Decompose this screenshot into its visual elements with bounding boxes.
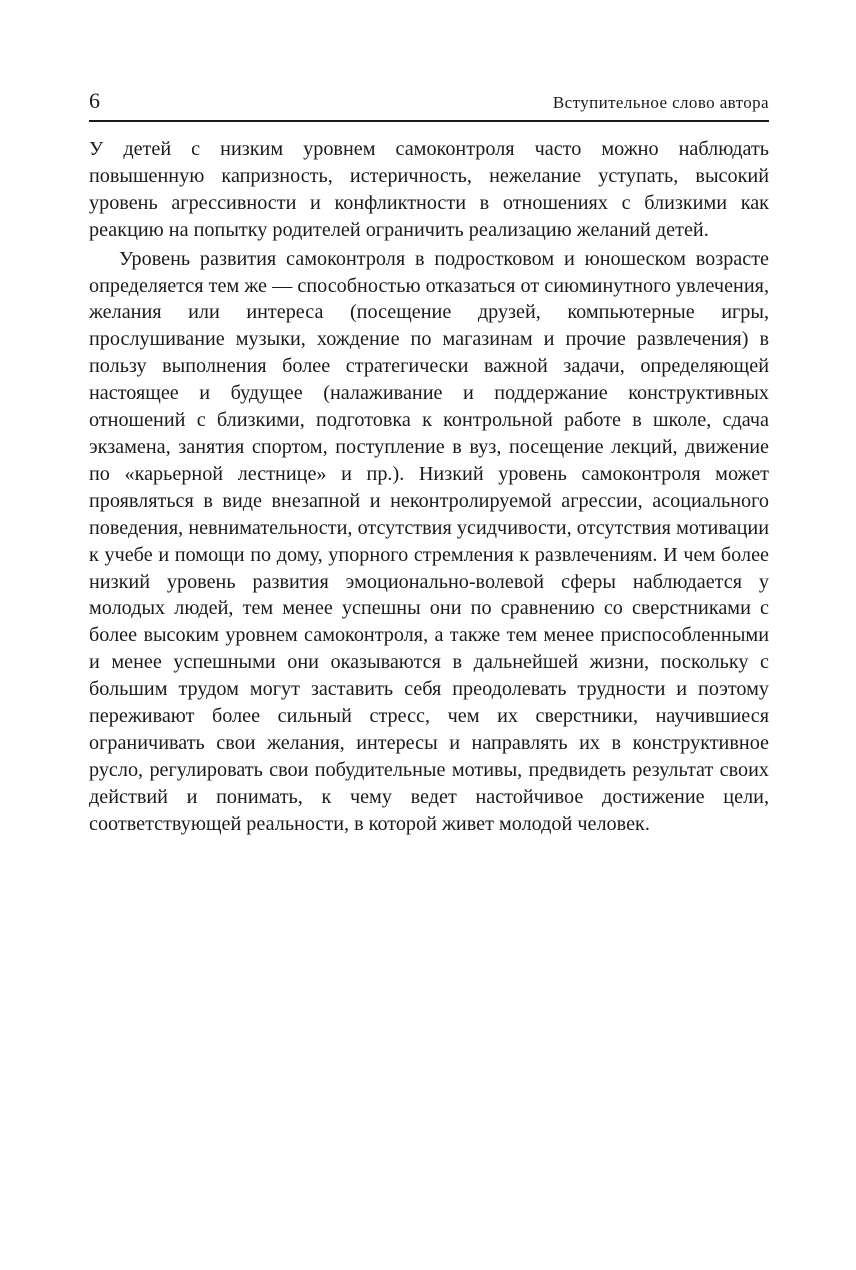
running-head — [89, 88, 769, 122]
paragraph-2: Уровень развития самоконтроля в подростковом и юношеском возрасте определяется тем же — способностью отказаться от сиюминутного увлечения, желания или интереса (посещение друзей, компьютерные игры, прослушивание музыки, хождение по магазинам и прочие развлечения) в пользу выполнения более стратегически важной задачи, определяющей настоящее и будущее (налаживание и поддержание конструктивных отношений с близкими, подготовка к контрольной работе в школе, сдача экзамена, занятия спортом, поступление в вуз, посещение лекций, движение по «карьерной лестнице» и пр.). Низкий уровень самоконтроля может проявляться в виде внезапной и неконтролируемой агрессии, асоциального поведения, невнимательности, отсутствия усидчивости, отсутствия мотивации к учебе и помощи по дому, упорного стремления к развлечениям. И чем более низкий уровень развития эмоционально-волевой сферы наблюдается у молодых людей, тем менее успешны они по сравнению со сверстниками с более высоким уровнем самоконтроля, а также тем менее приспособленными и менее успешными они оказываются в дальнейшей жизни, поскольку с большим трудом могут заставить себя преодолевать трудности и поэтому переживают более сильный стресс, чем их сверстники, научившиеся ограничивать свои желания, интересы и направлять их в конструктивное русло, регулировать свои побудительные мотивы, предвидеть результат своих действий и понимать, к чему ведет настойчивое достижение цели, соответствующей реальности, в которой живет молодой человек. — [89, 247, 769, 835]
paragraph-1: У детей с низким уровнем самоконтроля часто можно наблюдать повышенную капризность, истеричность, нежелание уступать, высокий уровень агрессивности и конфликтности в отношениях с близкими как реакцию на попытку родителей ограничить реализацию желаний детей. — [89, 138, 769, 241]
page-number: 6 — [89, 88, 100, 113]
running-title: Вступительное слово автора — [552, 93, 769, 112]
body-text — [89, 136, 769, 838]
book-page — [89, 88, 769, 838]
